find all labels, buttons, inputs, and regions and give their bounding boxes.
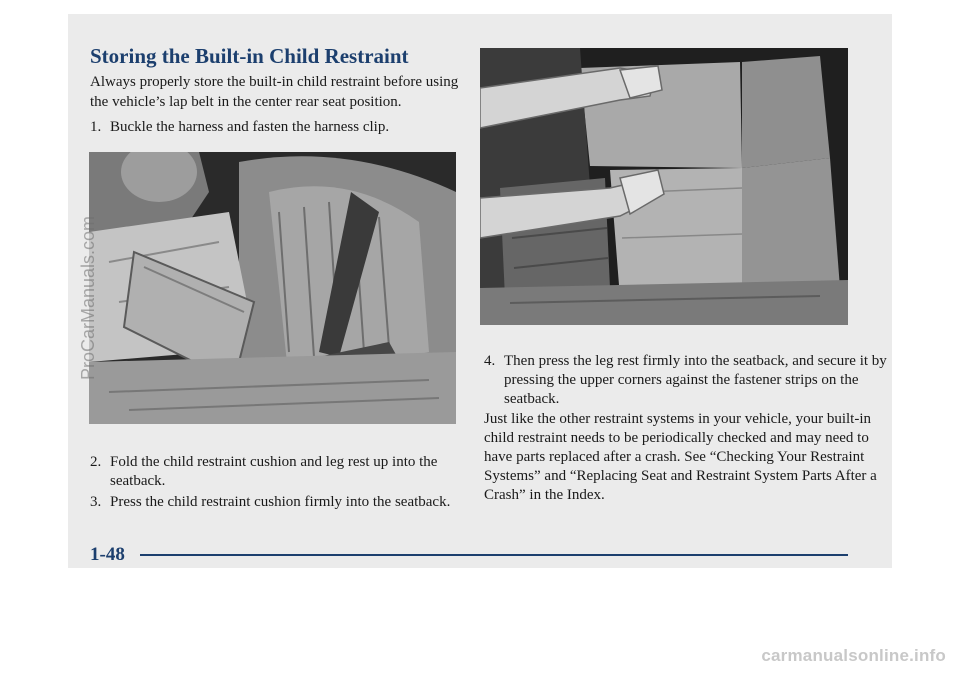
side-watermark: ProCarManuals.com	[78, 215, 98, 380]
step-2-text: Fold the child restraint cushion and leg rest up into the seatback.	[110, 454, 438, 489]
maintenance-paragraph: Just like the other restraint systems in your vehicle, your built-in child restraint needs to be periodically checked and may need to have parts replaced after a crash. See “Checking Your Restraint Systems” and “Replacing Seat and Restraint System Parts After a Crash” in the Index.	[484, 411, 877, 503]
illustration-fold-cushion	[89, 152, 456, 424]
step-4	[484, 352, 904, 409]
illustration-press-leg-rest	[480, 48, 848, 325]
step-1	[90, 118, 490, 137]
step-3-text: Press the child restraint cushion firmly into the seatback.	[110, 494, 451, 510]
intro-paragraph: Always properly store the built-in child restraint before using the vehicle’s lap belt in the center rear seat position.	[90, 74, 459, 110]
step-1-text: Buckle the harness and fasten the harness clip.	[110, 119, 390, 135]
footer-rule	[140, 554, 848, 556]
manual-page	[68, 14, 892, 568]
page-number: 1-48	[90, 544, 125, 565]
step-1-number: 1.	[90, 119, 102, 135]
step-4-number: 4.	[484, 353, 496, 369]
step-2-number: 2.	[90, 454, 102, 470]
step-3-number: 3.	[90, 494, 102, 510]
section-title: Storing the Built-in Child Restraint	[90, 44, 409, 68]
step-3	[90, 493, 480, 512]
step-2	[90, 453, 480, 491]
bottom-watermark: carmanualsonline.info	[761, 646, 946, 665]
step-4-text: Then press the leg rest firmly into the seatback, and secure it by pressing the upper corners against the fastener strips on the seatback.	[504, 353, 887, 407]
